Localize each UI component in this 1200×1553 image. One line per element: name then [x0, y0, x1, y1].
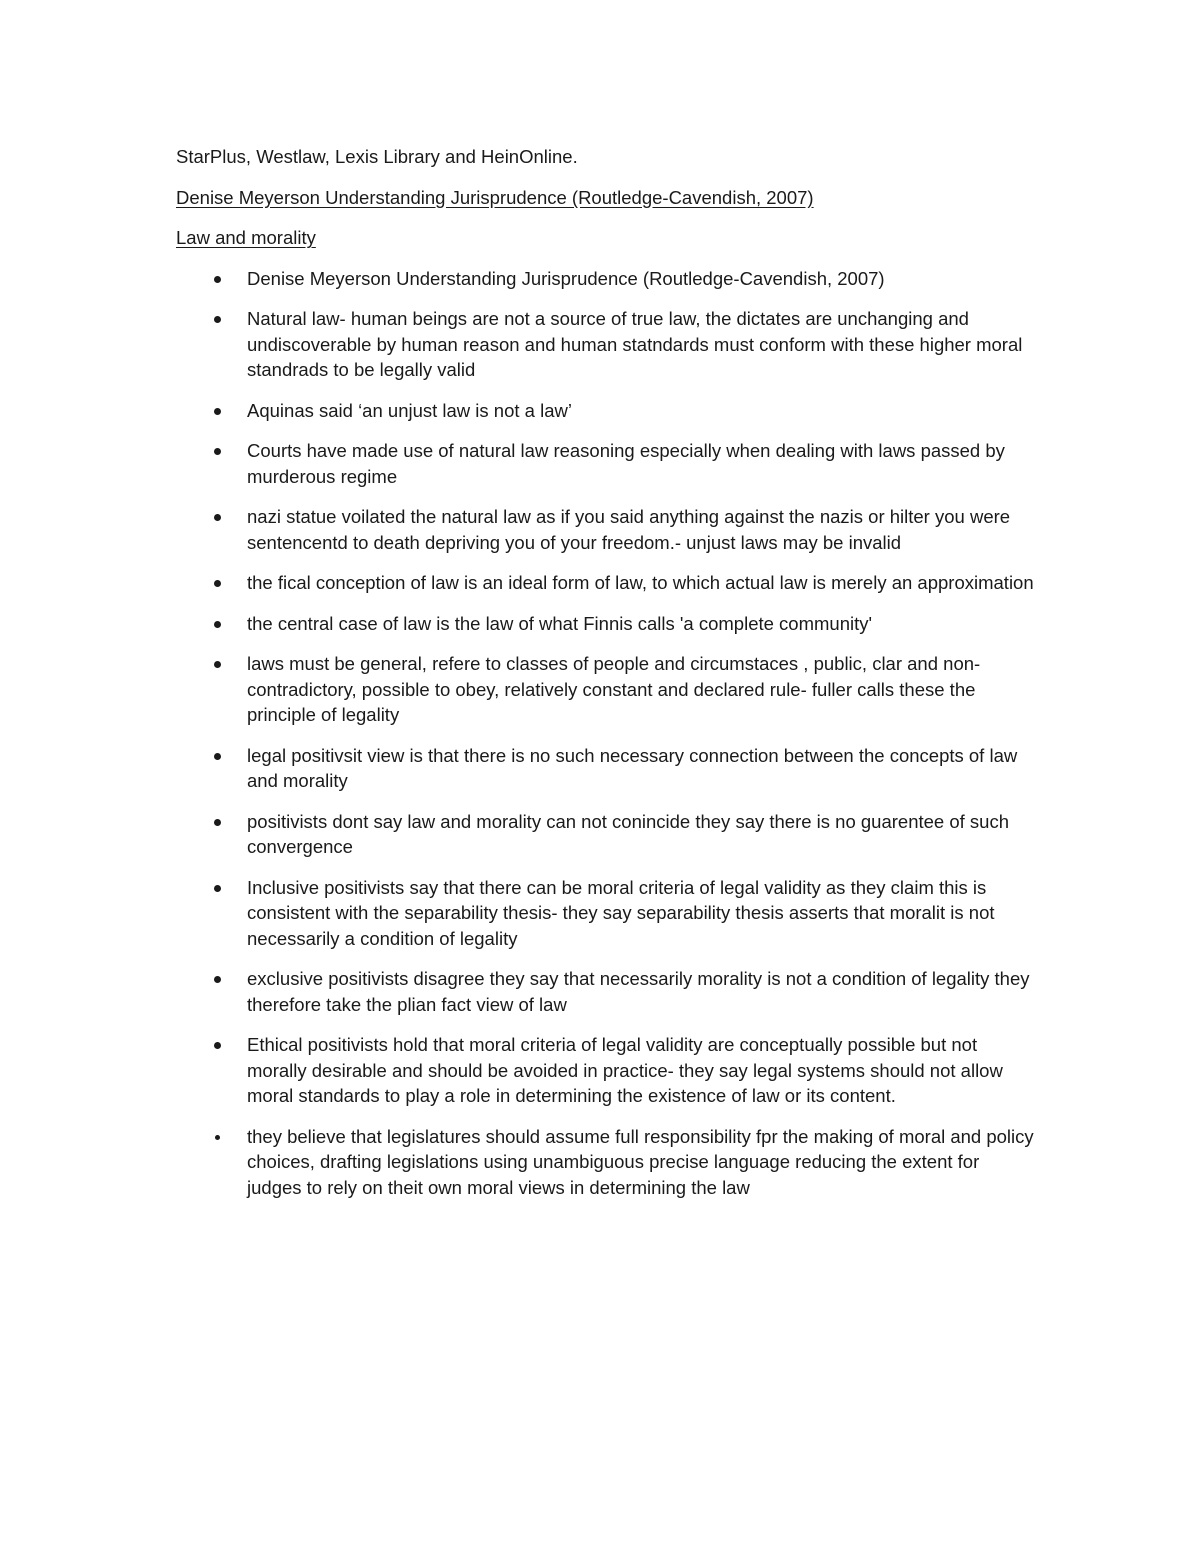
list-item — [176, 1124, 1036, 1201]
list-item — [176, 398, 1036, 424]
bullet-icon — [214, 514, 221, 521]
list-item-text: laws must be general, refere to classes of people and circumstaces , public, clar and non-contradictory, possible to obey, relatively constant and declared rule- fuller calls these the principle of legality — [247, 653, 981, 725]
bullet-icon — [214, 753, 221, 760]
list-item — [176, 651, 1036, 728]
bullet-icon — [214, 661, 221, 668]
bullet-icon — [214, 448, 221, 455]
list-item-text: nazi statue voilated the natural law as if you said anything against the nazis or hilter you were sentencentd to death depriving you of your freedom.- unjust laws may be invalid — [247, 506, 1011, 553]
list-item-text: legal positivsit view is that there is no such necessary connection between the concepts of law and morality — [247, 744, 1018, 791]
list-item-text: the fical conception of law is an ideal form of law, to which actual law is merely an approximation — [247, 572, 1034, 593]
bullet-icon — [214, 621, 221, 628]
list-item-text: they believe that legislatures should assume full responsibility fpr the making of moral and policy choices, drafting legislations using unambiguous precise language reducing the extent for judges to rely on theit own moral views in determining the law — [247, 1125, 1034, 1198]
list-item-text: exclusive positivists disagree they say that necessarily morality is not a condition of legality they therefore take the plian fact view of law — [247, 968, 1030, 1015]
list-item — [176, 743, 1036, 794]
bullet-icon — [214, 1042, 221, 1049]
bullet-icon — [215, 1135, 220, 1140]
list-item-text: Natural law- human beings are not a source of true law, the dictates are unchanging and undiscoverable by human reason and human statndards must conform with these higher moral standrads to be legally valid — [247, 308, 1023, 380]
list-item — [176, 611, 1036, 637]
reference-heading: Denise Meyerson Understanding Jurisprudence (Routledge-Cavendish, 2007) — [176, 186, 814, 208]
list-item — [176, 504, 1036, 555]
bullet-icon — [214, 316, 221, 323]
list-item-text: Courts have made use of natural law reasoning especially when dealing with laws passed by murderous regime — [247, 440, 1005, 487]
list-item — [176, 1032, 1036, 1109]
bullet-icon — [214, 819, 221, 826]
list-item-text: Aquinas said ‘an unjust law is not a law’ — [247, 399, 572, 421]
list-item-text: the central case of law is the law of what Finnis calls 'a complete community' — [247, 612, 873, 634]
list-item-text: Ethical positivists hold that moral criteria of legal validity are conceptually possible but not morally desirable and should be avoided in practice- they say legal systems should not allow moral standards to play a role in determining the existence of law or its content. — [247, 1034, 1003, 1106]
section-heading: Law and morality — [176, 227, 316, 248]
list-item — [176, 570, 1036, 596]
bullet-icon — [214, 276, 221, 283]
bullet-icon — [214, 408, 221, 415]
bullet-icon — [214, 885, 221, 892]
list-item — [176, 875, 1036, 952]
list-item-text: positivists dont say law and morality can not conincide they say there is no guarentee of such convergence — [247, 810, 1010, 857]
list-item — [176, 438, 1036, 489]
list-item — [176, 266, 1036, 292]
notes-list — [176, 266, 1036, 1201]
list-item-text: Inclusive positivists say that there can be moral criteria of legal validity as they claim this is consistent with the separability thesis- they say separability thesis asserts that moralit is not necessarily a condition of legality — [247, 876, 995, 949]
list-item-text: Denise Meyerson Understanding Jurisprudence (Routledge-Cavendish, 2007) — [247, 267, 885, 289]
bullet-icon — [214, 580, 221, 587]
list-item — [176, 809, 1036, 860]
bullet-icon — [214, 976, 221, 983]
list-item — [176, 966, 1036, 1017]
list-item — [176, 306, 1036, 383]
sources-line: StarPlus, Westlaw, Lexis Library and HeinOnline. — [176, 146, 578, 167]
document-body — [176, 144, 1036, 1215]
